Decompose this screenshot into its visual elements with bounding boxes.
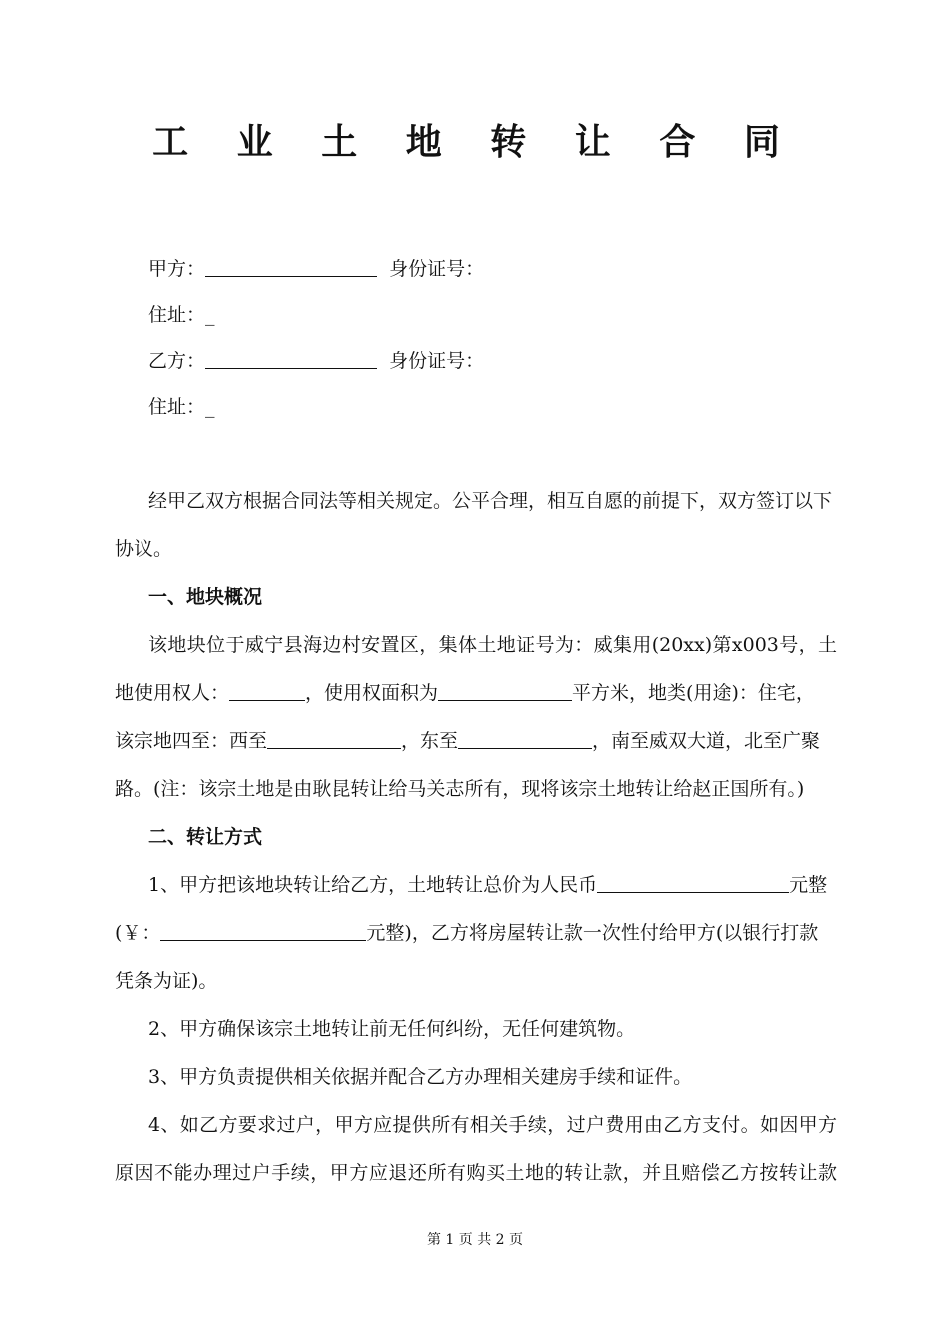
- party-a-line: [148, 255, 870, 283]
- section-1-line-2: [115, 679, 837, 707]
- east-boundary-blank[interactable]: [458, 729, 592, 749]
- area-blank[interactable]: [438, 681, 572, 701]
- party-b-id-label: 身份证号：: [389, 350, 485, 372]
- section-2-para-1-line-1: [148, 871, 870, 899]
- party-b-name-blank[interactable]: [205, 349, 377, 369]
- payment-text: 元整)，乙方将房屋转让款一次性付给甲方(以银行打款: [366, 922, 819, 944]
- document-title: 工 业 土 地 转 让 合 同: [152, 121, 798, 163]
- land-user-blank[interactable]: [229, 681, 305, 701]
- area-label: ，使用权面积为: [305, 682, 439, 704]
- party-b-line: [148, 347, 870, 375]
- land-user-label: 地使用权人：: [115, 682, 230, 704]
- section-2-para-4-line-1: 4、如乙方要求过户，甲方应提供所有相关手续，过户费用由乙方支付。如因甲方: [148, 1114, 837, 1136]
- west-boundary-label: 该宗地四至：西至: [115, 730, 268, 752]
- section-2-para-3: 3、甲方负责提供相关依据并配合乙方办理相关建房手续和证件。: [148, 1066, 693, 1088]
- east-boundary-label: ，东至: [401, 730, 459, 752]
- section-1-line-3: [115, 727, 837, 755]
- section-2-para-2: 2、甲方确保该宗土地转让前无任何纠纷，无任何建筑物。: [148, 1018, 636, 1040]
- party-a-name-blank[interactable]: [205, 257, 377, 277]
- section-2-heading: 二、转让方式: [148, 826, 263, 848]
- party-a-address: 住址：_: [148, 304, 215, 326]
- section-2-para-1-line-2: [115, 919, 837, 947]
- section-1-line-1: 该地块位于威宁县海边村安置区，集体土地证号为：威集用(20xx)第x003号，土: [148, 634, 837, 656]
- page-number-footer: 第 1 页 共 2 页: [426, 1232, 524, 1248]
- party-a-id-label: 身份证号：: [389, 258, 485, 280]
- intro-line-2: 协议。: [115, 538, 173, 560]
- section-1-line-4: 路。(注：该宗土地是由耿昆转让给马关志所有，现将该宗土地转让给赵正国所有。): [115, 778, 805, 800]
- party-b-address: 住址：_: [148, 396, 215, 418]
- price-figure-blank[interactable]: [160, 921, 366, 941]
- price-label: 1、甲方把该地块转让给乙方，土地转让总价为人民币: [148, 874, 598, 896]
- price-figure-label: (￥：: [115, 922, 161, 944]
- intro-line-1: 经甲乙双方根据合同法等相关规定。公平合理，相互自愿的前提下，双方签订以下: [148, 490, 833, 512]
- section-1-heading: 一、地块概况: [148, 586, 263, 608]
- land-use-text: 平方米，地类(用途)：住宅，: [572, 682, 815, 704]
- section-2-para-1-line-3: 凭条为证)。: [115, 970, 218, 992]
- party-b-label: 乙方：: [148, 350, 206, 372]
- south-north-boundary-text: ，南至威双大道，北至广聚: [592, 730, 821, 752]
- party-a-label: 甲方：: [148, 258, 206, 280]
- west-boundary-blank[interactable]: [267, 729, 401, 749]
- section-2-para-4-line-2: 原因不能办理过户手续，甲方应退还所有购买土地的转让款，并且赔偿乙方按转让款: [115, 1162, 837, 1184]
- price-words-blank[interactable]: [597, 873, 789, 893]
- price-unit: 元整: [789, 874, 828, 896]
